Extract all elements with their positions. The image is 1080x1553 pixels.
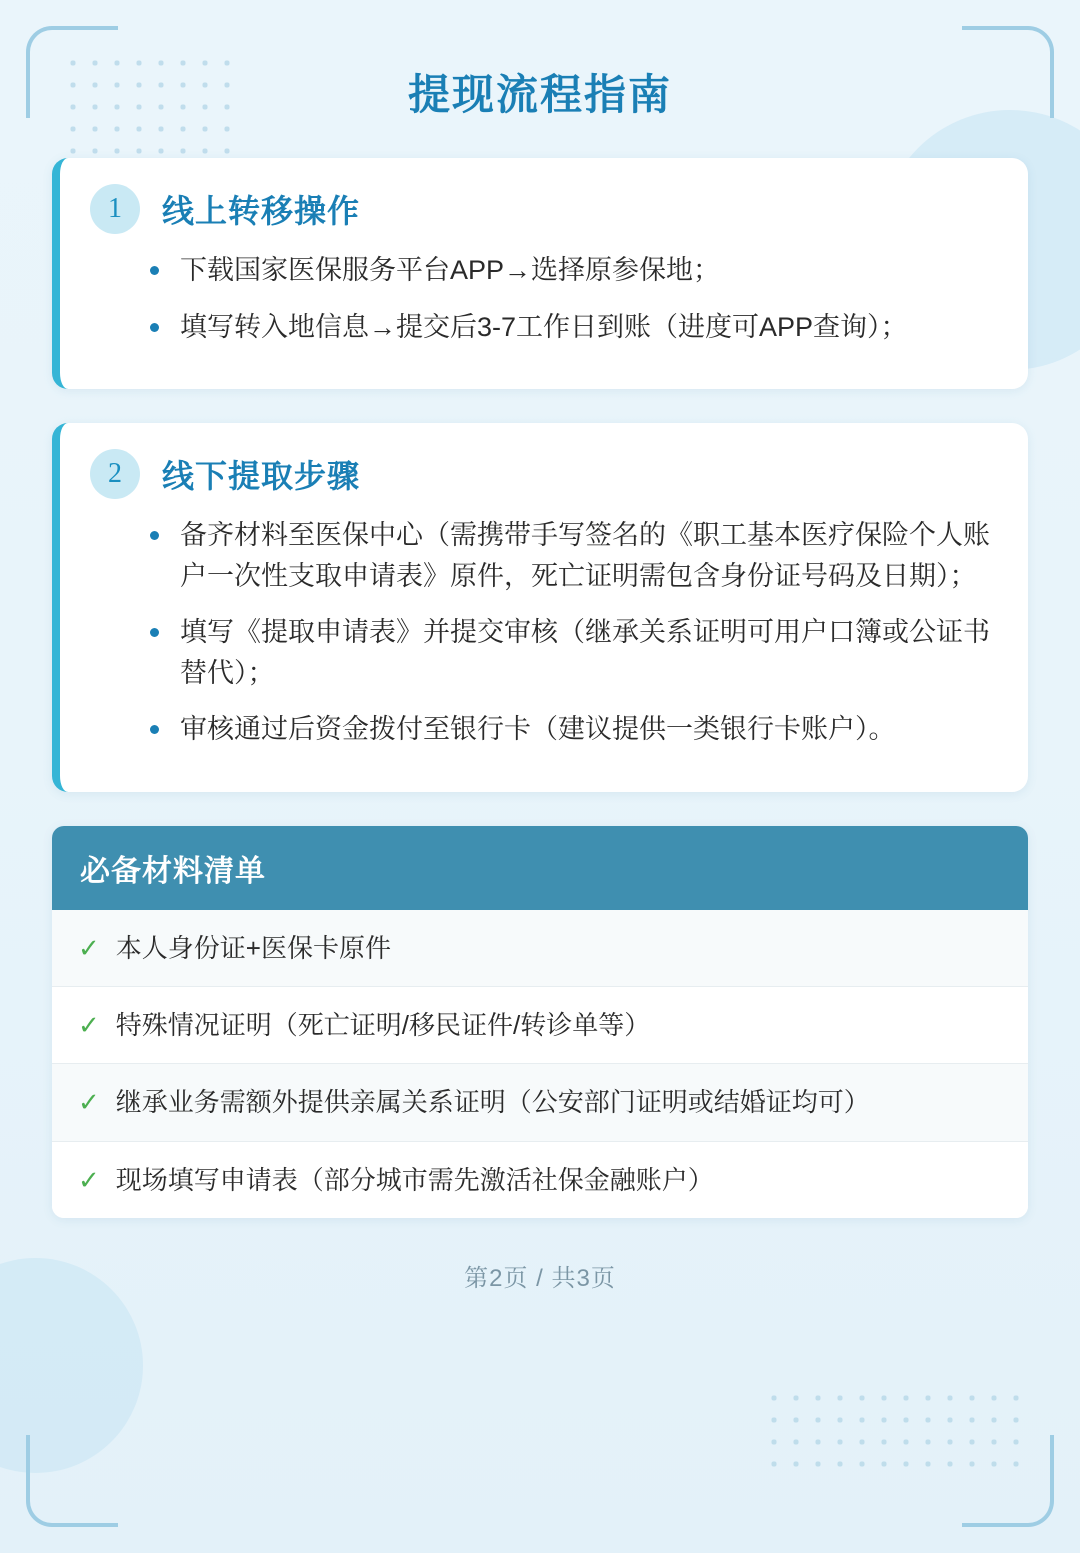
step-title-1: 线上转移操作 bbox=[162, 193, 361, 229]
list-item bbox=[52, 1064, 1028, 1141]
check-icon: ✓ bbox=[78, 1087, 100, 1118]
step-header-1 bbox=[90, 184, 994, 234]
corner-bracket-bottom-left bbox=[26, 1435, 118, 1527]
step-number-badge-1: 1 bbox=[90, 184, 140, 234]
list-item: 审核通过后资金拨付至银行卡（建议提供一类银行卡账户）。 bbox=[146, 709, 994, 750]
materials-panel bbox=[52, 826, 1028, 1219]
material-item-label: 现场填写申请表（部分城市需先激活社保金融账户） bbox=[115, 1164, 714, 1195]
check-icon: ✓ bbox=[78, 1009, 100, 1040]
list-item bbox=[52, 910, 1028, 987]
materials-panel-header: 必备材料清单 bbox=[52, 826, 1028, 910]
step-card-2 bbox=[52, 423, 1028, 792]
page-title: 提现流程指南 bbox=[407, 71, 672, 118]
step-title-2: 线下提取步骤 bbox=[162, 458, 361, 494]
material-item-label: 本人身份证+医保卡原件 bbox=[115, 932, 391, 963]
step-card-1 bbox=[52, 158, 1028, 389]
page-footer-indicator: 第2页 / 共3页 bbox=[464, 1265, 616, 1293]
corner-bracket-bottom-right bbox=[962, 1435, 1054, 1527]
material-item-label: 继承业务需额外提供亲属关系证明（公安部门证明或结婚证均可） bbox=[115, 1087, 870, 1118]
list-item bbox=[52, 987, 1028, 1064]
list-item: 填写转入地信息→提交后3-7工作日到账（进度可APP查询）； bbox=[146, 307, 994, 348]
list-item: 备齐材料至医保中心（需携带手写签名的《职工基本医疗保险个人账户一次性支取申请表》原件，死亡证明需包含身份证号码及日期）； bbox=[146, 515, 994, 596]
step-header-2 bbox=[90, 449, 994, 499]
step-bullet-list-1 bbox=[90, 250, 994, 347]
list-item: 填写《提取申请表》并提交审核（继承关系证明可用户口簿或公证书替代）； bbox=[146, 612, 994, 693]
list-item bbox=[52, 1142, 1028, 1218]
step-bullet-list-2 bbox=[90, 515, 994, 750]
check-icon: ✓ bbox=[78, 1164, 100, 1195]
material-item-label: 特殊情况证明（死亡证明/移民证件/转诊单等） bbox=[115, 1009, 651, 1040]
step-number-badge-2: 2 bbox=[90, 449, 140, 499]
list-item: 下载国家医保服务平台APP→选择原参保地； bbox=[146, 250, 994, 291]
check-icon: ✓ bbox=[78, 932, 100, 963]
